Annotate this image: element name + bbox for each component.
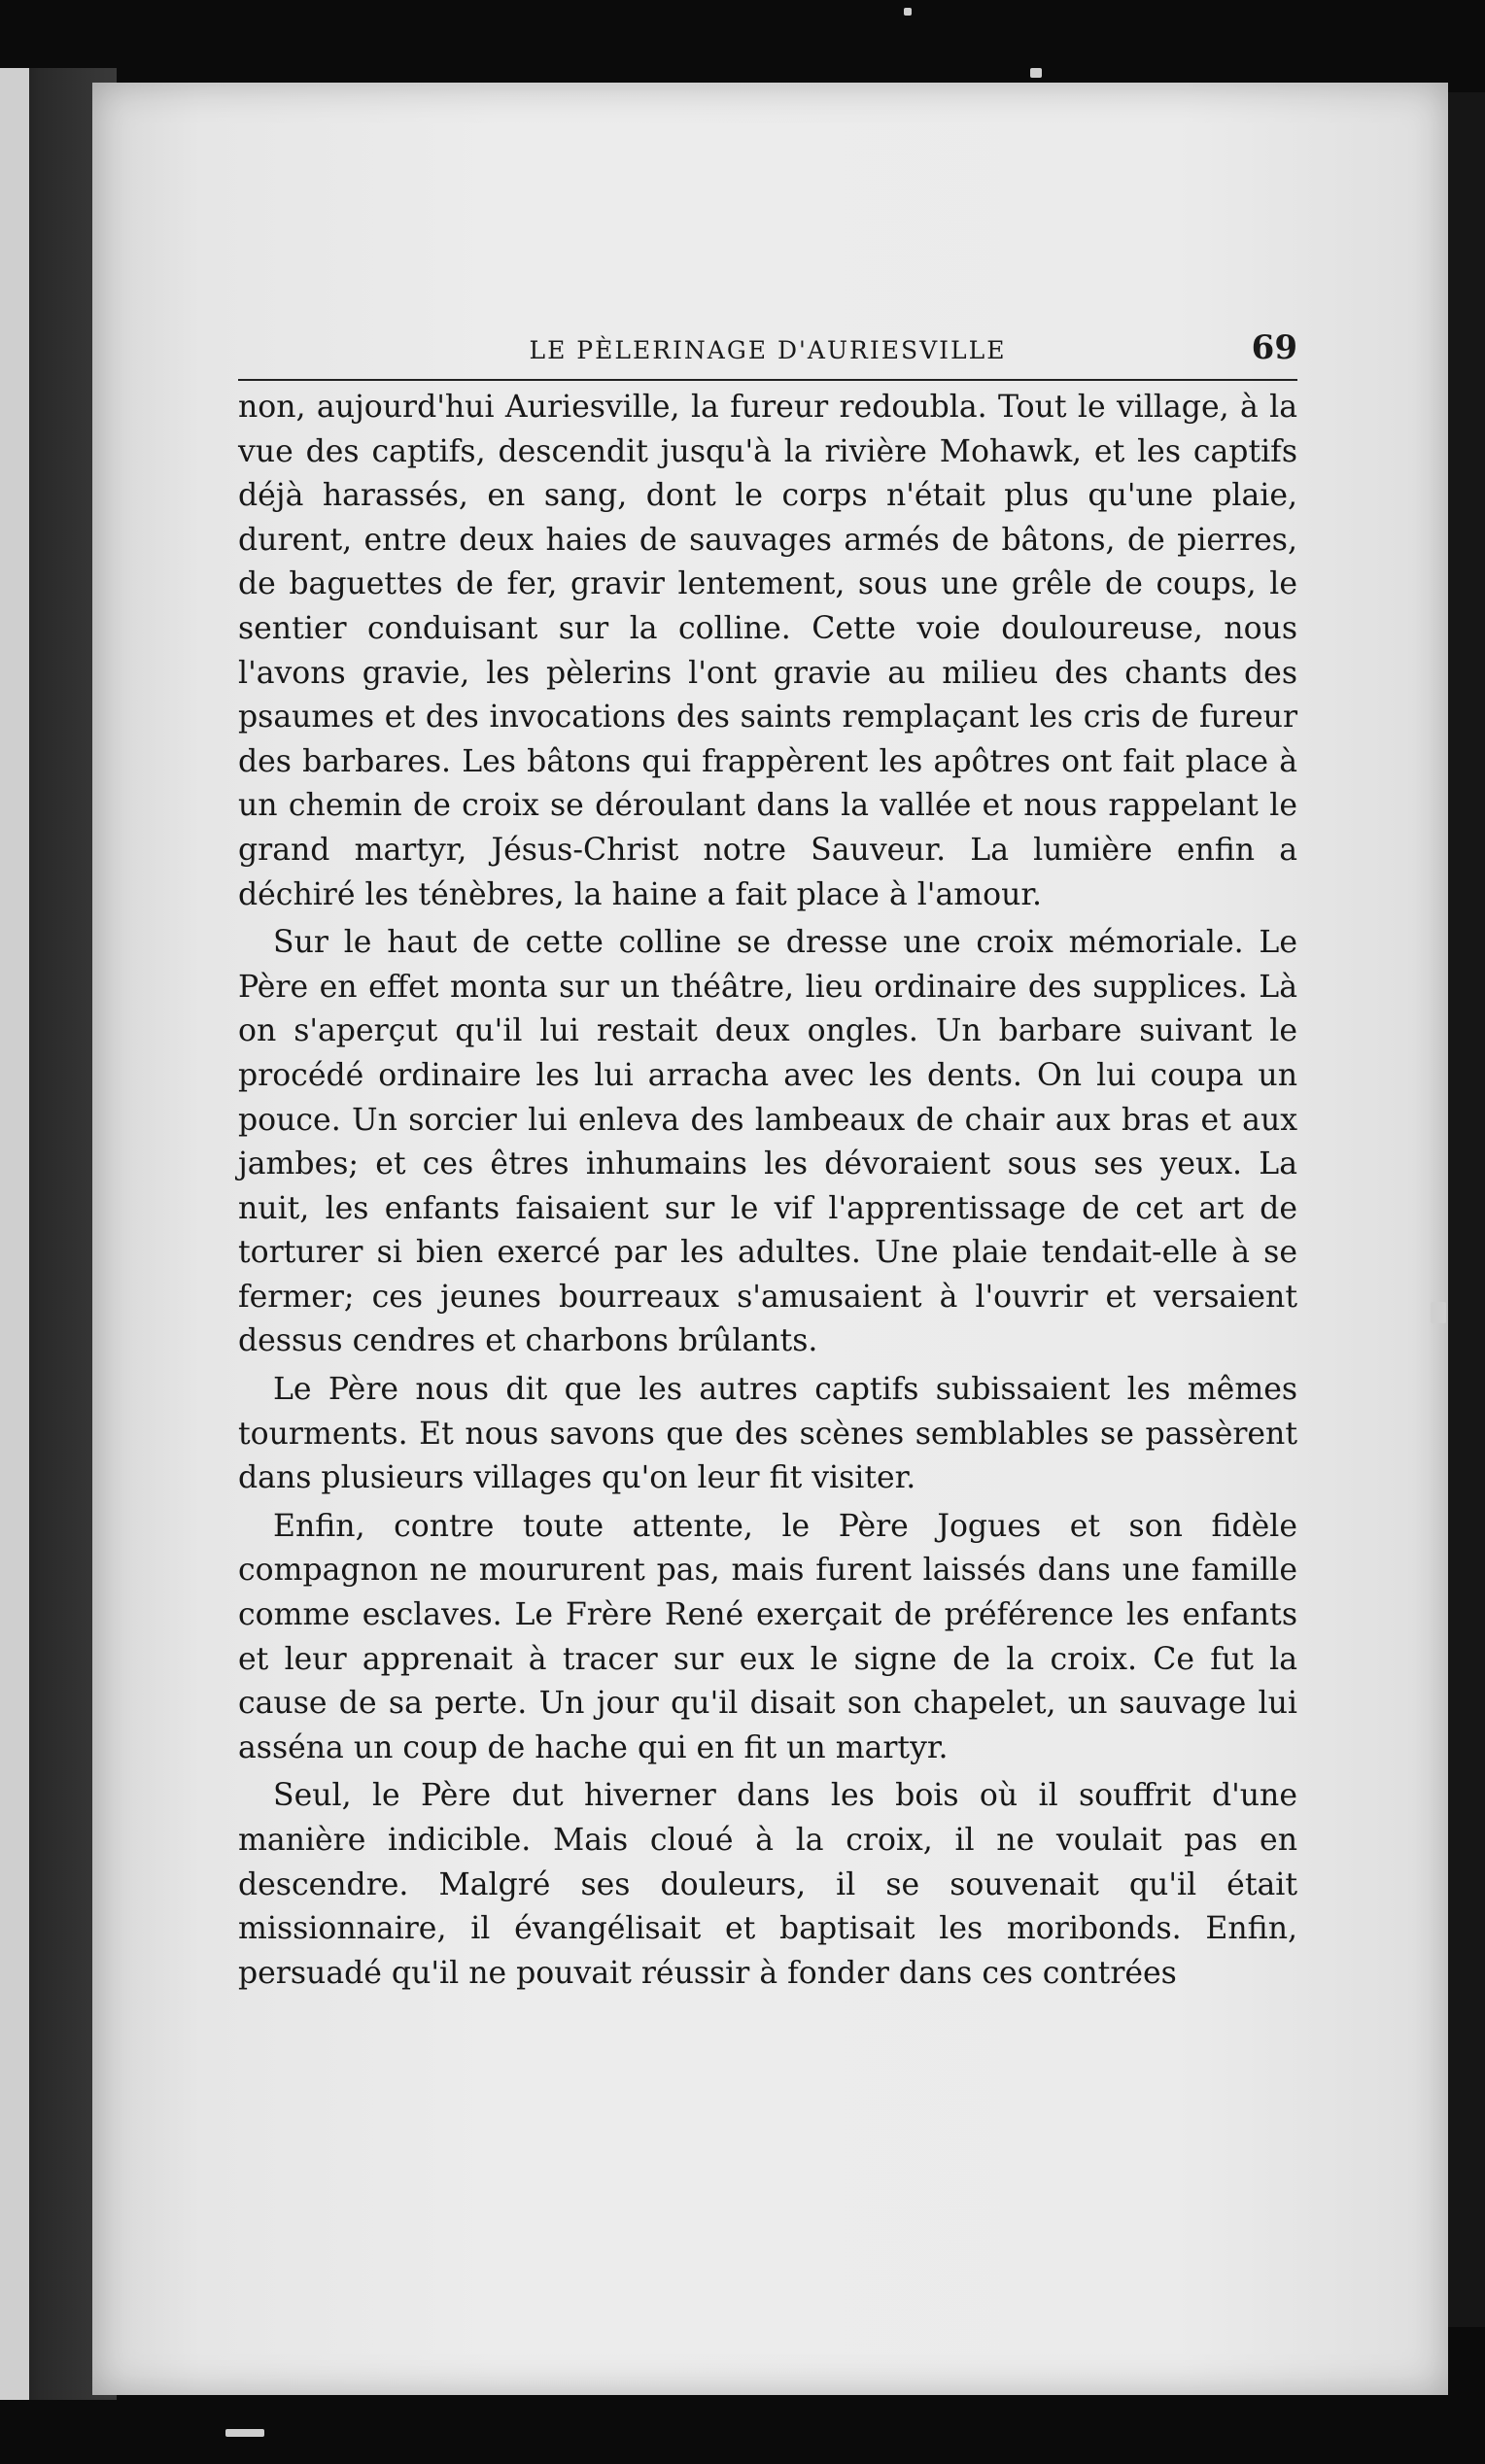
paragraph-3: Le Père nous dit que les autres captifs subissaient les mêmes tourments. Et nous savons que des scènes semblables se passèrent dans plusieurs villages qu'on leur fit visiter. — [238, 1372, 1297, 1496]
paragraph-2: Sur le haut de cette colline se dresse une croix mémoriale. Le Père en effet monta sur un théâtre, lieu ordinaire des supplices. Là on s'aperçut qu'il lui restait deux ongles. Un barbare suivant le procédé ordinaire les lui arracha avec les dents. On lui coupa un pouce. Un sorcier lui enleva des lambeaux de chair aux bras et aux jambes; et ces êtres inhumains les dévoraient sous ses yeux. La nuit, les enfants faisaient sur le vif l'apprentissage de cet art de torturer si bien exercé par les adultes. Une plaie tendait-elle à se fermer; ces jeunes bourreaux s'amusaient à l'ouvrir et versaient dessus cendres et charbons brûlants. — [238, 925, 1297, 1359]
scan-speck — [225, 2429, 264, 2437]
scan-speck — [1431, 1302, 1446, 1323]
paragraph-1: non, aujourd'hui Auriesville, la fureur redoubla. Tout le village, à la vue des captifs, descendit jusqu'à la rivière Mohawk, et les captifs déjà harassés, en sang, dont le corps n'était plus qu'une plaie, durent, entre deux haies de sauvages armés de bâtons, de pierres, de baguettes de fer, gravir lentement, sous une grêle de coups, le sentier conduisant sur la colline. Cette voie douloureuse, nous l'avons gravie, les pèlerins l'ont gravie au milieu des chants des psaumes et des invocations des saints remplaçant les cris de fureur des barbares. Les bâtons qui frappèrent les apôtres ont fait place à un chemin de croix se déroulant dans la vallée et nous rappelant le grand martyr, Jésus-Christ notre Sauveur. La lumière enfin a déchiré les ténèbres, la haine a fait place à l'amour. — [238, 390, 1297, 912]
scan-speck — [904, 8, 912, 16]
running-head: LE PÈLERINAGE D'AURIESVILLE — [529, 336, 1007, 364]
body-text — [238, 386, 1297, 1996]
page-number: 69 — [1251, 328, 1297, 367]
paragraph-4: Enfin, contre toute attente, le Père Jogues et son fidèle compagnon ne moururent pas, mais furent laissés dans une famille comme esclaves. Le Frère René exerçait de préférence les enfants et leur apprenait à tracer sur eux le signe de la croix. Ce fut la cause de sa perte. Un jour qu'il disait son chapelet, un sauvage lui asséna un coup de hache qui en fit un martyr. — [238, 1508, 1297, 1765]
paragraph-5: Seul, le Père dut hiverner dans les bois où il souffrit d'une manière indicible. Mais cloué à la croix, il ne voulait pas en descendre. Malgré ses douleurs, il se souvenait qu'il était missionnaire, il évangélisait et baptisait les moribonds. Enfin, persuadé qu'il ne pouvait réussir à fonder dans ces contrées — [238, 1778, 1297, 1991]
book-page — [92, 83, 1448, 2395]
right-binding-edge — [1446, 92, 1485, 2327]
page-header — [238, 311, 1297, 381]
left-page-edge — [0, 68, 29, 2400]
scan-speck — [1030, 68, 1042, 78]
